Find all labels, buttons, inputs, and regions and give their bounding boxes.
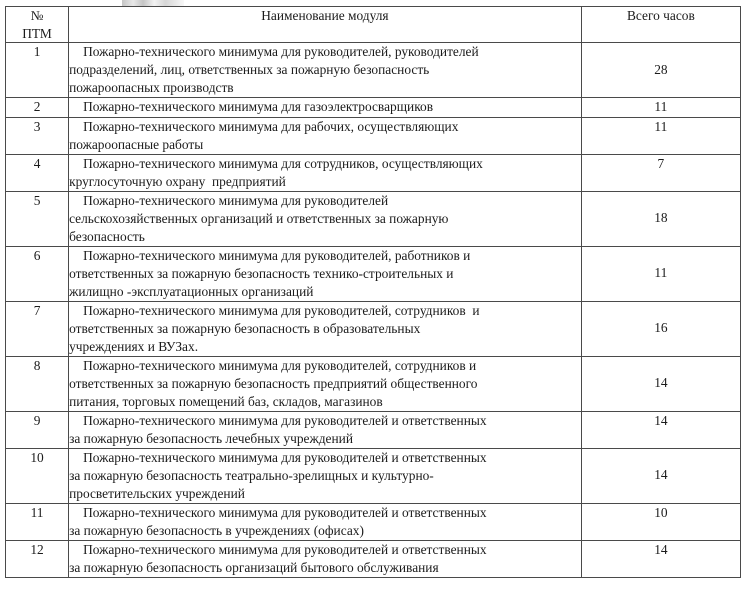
module-number-value: 4 <box>33 155 41 171</box>
column-header-number <box>6 7 69 43</box>
cell-module-name <box>69 191 582 246</box>
module-number-value: 9 <box>33 413 41 428</box>
cell-total-hours <box>581 504 740 541</box>
cell-total-hours <box>581 356 740 411</box>
module-name-line: Пожарно-технического минимума для рабочих, осуществляющих <box>83 118 459 134</box>
module-name-line: безопасность <box>69 228 145 244</box>
module-name-line: круглосуточную охрану предприятий <box>69 173 286 189</box>
header-row <box>6 7 741 43</box>
cell-module-name <box>69 541 582 578</box>
table-row <box>6 191 741 246</box>
cell-total-hours <box>581 117 740 154</box>
cell-module-name <box>69 449 582 504</box>
cell-module-name <box>69 356 582 411</box>
module-name-line: пожароопасных производств <box>69 80 234 96</box>
module-name-line: ответственных за пожарную безопасность технико-строительных и <box>69 265 454 281</box>
cell-module-number <box>6 43 69 98</box>
cell-module-name <box>69 412 582 449</box>
module-name-line: за пожарную безопасность в учреждениях (офисах) <box>69 523 364 539</box>
cell-module-number <box>6 117 69 154</box>
module-name-line: Пожарно-технического минимума для руководителей и ответственных <box>83 450 487 466</box>
cell-module-name <box>69 246 582 301</box>
module-name-line: Пожарно-технического минимума для руководителей, сотрудников и <box>83 302 480 318</box>
module-name-line: ответственных за пожарную безопасность предприятий общественного <box>69 375 478 391</box>
cell-module-number <box>6 301 69 356</box>
module-number-value: 8 <box>33 357 41 373</box>
table-row <box>6 98 741 117</box>
module-name-line: за пожарную безопасность организаций бытового обслуживания <box>69 560 439 576</box>
module-number-value: 5 <box>33 192 41 208</box>
cell-total-hours <box>581 246 740 301</box>
cell-total-hours <box>581 191 740 246</box>
table-row <box>6 356 741 411</box>
module-name-line: жилищно -эксплуатационных организаций <box>69 283 314 299</box>
cell-module-number <box>6 246 69 301</box>
module-number-value: 2 <box>33 99 41 115</box>
total-hours-value: 11 <box>654 118 668 134</box>
table-row <box>6 412 741 449</box>
table-row <box>6 246 741 301</box>
total-hours-value: 11 <box>654 264 668 280</box>
cell-total-hours <box>581 301 740 356</box>
column-header-module-name: Наименование модуля <box>69 7 582 43</box>
cell-module-number <box>6 504 69 541</box>
cell-total-hours <box>581 541 740 578</box>
table-header <box>6 7 741 43</box>
table-row <box>6 117 741 154</box>
cell-module-name <box>69 504 582 541</box>
cell-module-number <box>6 191 69 246</box>
cell-module-name <box>69 43 582 98</box>
total-hours-value: 14 <box>654 467 668 483</box>
module-name-line: Пожарно-технического минимума для руководителей, работников и <box>83 247 471 263</box>
module-number-value: 3 <box>33 118 41 134</box>
cell-module-name <box>69 301 582 356</box>
total-hours-value: 11 <box>654 99 668 115</box>
module-name-line: Пожарно-технического минимума для газоэлектросварщиков <box>83 99 434 115</box>
cell-module-number <box>6 98 69 117</box>
module-name-line: Пожарно-технического минимума для руководителей, сотрудников и <box>83 357 477 373</box>
table-container <box>5 6 741 578</box>
table-row <box>6 154 741 191</box>
module-name-line: Пожарно-технического минимума для руководителей, руководителей <box>83 44 479 60</box>
cell-total-hours <box>581 98 740 117</box>
table-row <box>6 43 741 98</box>
module-name-line: за пожарную безопасность театрально-зрелищных и культурно- <box>69 468 434 484</box>
module-name-line: сельскохозяйственных организаций и ответственных за пожарную <box>69 210 449 226</box>
module-number-value: 10 <box>30 450 44 466</box>
module-name-line: питания, торговых помещений баз, складов, магазинов <box>69 393 383 409</box>
table-row <box>6 301 741 356</box>
module-name-line: Пожарно-технического минимума для сотрудников, осуществляющих <box>83 155 483 171</box>
cell-total-hours <box>581 412 740 449</box>
module-number-value: 6 <box>33 247 41 263</box>
column-header-number-line1: № <box>30 8 44 23</box>
module-name-line: просветительских учреждений <box>69 486 245 502</box>
total-hours-value: 18 <box>654 209 668 225</box>
cell-module-name <box>69 117 582 154</box>
cell-total-hours <box>581 154 740 191</box>
total-hours-value: 16 <box>654 319 668 335</box>
cell-total-hours <box>581 43 740 98</box>
total-hours-value: 10 <box>654 505 668 521</box>
total-hours-value: 14 <box>654 542 668 558</box>
total-hours-value: 14 <box>654 374 668 390</box>
module-number-value: 1 <box>33 44 41 60</box>
module-name-line: пожароопасные работы <box>69 136 204 152</box>
total-hours-value: 14 <box>654 413 668 428</box>
table-row <box>6 541 741 578</box>
cell-module-number <box>6 541 69 578</box>
module-name-line: Пожарно-технического минимума для руководителей <box>83 192 389 208</box>
module-number-value: 7 <box>33 302 41 318</box>
module-number-value: 11 <box>30 505 44 521</box>
module-number-value: 12 <box>30 542 44 558</box>
module-name-line: Пожарно-технического минимума для руководителей и ответственных <box>83 413 487 428</box>
table-row <box>6 449 741 504</box>
cell-module-number <box>6 154 69 191</box>
cell-total-hours <box>581 449 740 504</box>
ptm-modules-table <box>5 6 741 578</box>
cell-module-number <box>6 412 69 449</box>
module-name-line: подразделений, лиц, ответственных за пожарную безопасность <box>69 62 430 78</box>
cell-module-name <box>69 154 582 191</box>
module-name-line: Пожарно-технического минимума для руководителей и ответственных <box>83 505 487 521</box>
table-row <box>6 504 741 541</box>
total-hours-value: 7 <box>657 155 665 171</box>
table-body <box>6 43 741 578</box>
module-name-line: за пожарную безопасность лечебных учреждений <box>69 431 354 447</box>
total-hours-value: 28 <box>654 62 668 78</box>
module-name-line: Пожарно-технического минимума для руководителей и ответственных <box>83 542 487 558</box>
module-name-line: учреждениях и ВУЗах. <box>69 338 199 354</box>
column-header-number-line2: ПТМ <box>22 25 52 41</box>
column-header-total-hours: Всего часов <box>581 7 740 43</box>
cell-module-number <box>6 449 69 504</box>
cell-module-name <box>69 98 582 117</box>
cell-module-number <box>6 356 69 411</box>
module-name-line: ответственных за пожарную безопасность в образовательных <box>69 320 421 336</box>
